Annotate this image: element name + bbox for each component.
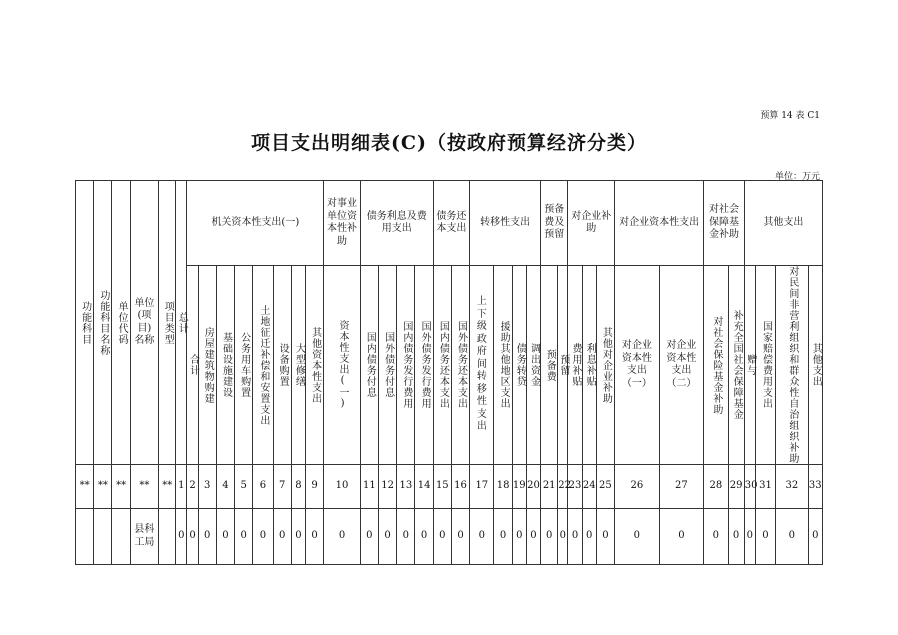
index-cell: 1 xyxy=(176,465,187,509)
column-header-cell: 对企业资本性支出（二） xyxy=(659,266,704,465)
index-cell: 31 xyxy=(755,465,775,509)
index-cell: ** xyxy=(76,465,94,509)
expenditure-table xyxy=(75,180,823,565)
index-cell: 7 xyxy=(273,465,291,509)
index-cell: 29 xyxy=(728,465,744,509)
column-header-cell: 国外债务发行费用 xyxy=(415,266,433,465)
column-header-cell: 资本性支出(一) xyxy=(324,266,360,465)
header-cell: 单位代码 xyxy=(112,181,130,465)
column-header-cell: 大型修缮 xyxy=(291,266,305,465)
data-cell: 0 xyxy=(494,509,512,565)
data-cell: 0 xyxy=(451,509,469,565)
data-cell: 0 xyxy=(755,509,775,565)
column-header-cell: 其他支出 xyxy=(808,266,822,465)
data-cell xyxy=(159,509,176,565)
index-cell: 9 xyxy=(305,465,323,509)
column-header-cell: 援助其他地区支出 xyxy=(494,266,512,465)
group-header-cell: 债务利息及费用支出 xyxy=(360,181,433,266)
index-cell: 32 xyxy=(776,465,808,509)
data-cell: 0 xyxy=(744,509,755,565)
index-cell: 25 xyxy=(596,465,614,509)
column-header-cell: 赠与 xyxy=(744,266,755,465)
index-cell: 8 xyxy=(291,465,305,509)
index-cell: 15 xyxy=(433,465,451,509)
index-cell: 2 xyxy=(187,465,198,509)
column-header-cell: 国外债务付息 xyxy=(378,266,396,465)
data-cell: 0 xyxy=(512,509,526,565)
index-cell: 11 xyxy=(360,465,378,509)
column-header-row xyxy=(76,266,823,465)
data-cell: 0 xyxy=(305,509,323,565)
data-cell: 0 xyxy=(433,509,451,565)
group-header-cell: 对事业单位资本性补助 xyxy=(324,181,360,266)
data-cell: 0 xyxy=(728,509,744,565)
table-row xyxy=(76,509,823,565)
column-header-cell: 对企业资本性支出（一） xyxy=(615,266,660,465)
index-cell: ** xyxy=(112,465,130,509)
index-cell: 24 xyxy=(582,465,596,509)
column-header-cell: 预备费 xyxy=(541,266,558,465)
column-header-cell: 国外债务还本支出 xyxy=(451,266,469,465)
header-cell: 单位(项目)名称 xyxy=(130,181,158,465)
form-code: 预算 14 表 C1 xyxy=(760,111,820,121)
column-header-cell: 上下级政府间转移性支出 xyxy=(470,266,494,465)
data-cell: 0 xyxy=(378,509,396,565)
index-cell: 23 xyxy=(568,465,582,509)
column-header-cell: 补充全国社会保障基金 xyxy=(728,266,744,465)
index-cell: 28 xyxy=(704,465,728,509)
column-header-cell: 预留 xyxy=(558,266,568,465)
header-cell: 总计 xyxy=(176,181,187,465)
column-header-cell: 基础设施建设 xyxy=(216,266,234,465)
data-cell: 0 xyxy=(541,509,558,565)
index-row xyxy=(76,465,823,509)
page-title: 项目支出明细表(C)（按政府预算经济分类） xyxy=(250,132,648,154)
data-cell xyxy=(94,509,112,565)
group-header-cell: 其他支出 xyxy=(744,181,822,266)
index-cell: 27 xyxy=(659,465,704,509)
column-header-cell: 公务用车购置 xyxy=(235,266,253,465)
column-header-cell: 对民间非营利组织和群众性自治组织补助 xyxy=(776,266,808,465)
index-cell: 10 xyxy=(324,465,360,509)
index-cell: 4 xyxy=(216,465,234,509)
data-cell: 县科工局 xyxy=(130,509,158,565)
index-cell: 22 xyxy=(558,465,568,509)
data-cell: 0 xyxy=(568,509,582,565)
header-cell: 功能科目 xyxy=(76,181,94,465)
index-cell: ** xyxy=(159,465,176,509)
column-header-cell: 对社会保险基金补助 xyxy=(704,266,728,465)
index-cell: 14 xyxy=(415,465,433,509)
data-cell: 0 xyxy=(324,509,360,565)
data-cell: 0 xyxy=(360,509,378,565)
index-cell: 5 xyxy=(235,465,253,509)
data-cell: 0 xyxy=(176,509,187,565)
header-cell: 功能科目名称 xyxy=(94,181,112,465)
column-header-cell: 国内债务付息 xyxy=(360,266,378,465)
column-header-cell: 债务转贷 xyxy=(512,266,526,465)
index-cell: ** xyxy=(130,465,158,509)
unit-label: 单位：万元 xyxy=(774,172,820,182)
data-cell xyxy=(112,509,130,565)
index-cell: 21 xyxy=(541,465,558,509)
header-cell: 项目类型 xyxy=(159,181,176,465)
index-cell: 6 xyxy=(253,465,273,509)
data-cell: 0 xyxy=(582,509,596,565)
data-cell: 0 xyxy=(291,509,305,565)
data-cell: 0 xyxy=(704,509,728,565)
column-header-cell: 设备购置 xyxy=(273,266,291,465)
data-cell: 0 xyxy=(776,509,808,565)
column-header-cell: 费用补贴 xyxy=(568,266,582,465)
group-header-cell: 债务还本支出 xyxy=(433,181,469,266)
data-cell: 0 xyxy=(526,509,540,565)
group-header-row xyxy=(76,181,823,266)
group-header-cell: 机关资本性支出(一) xyxy=(187,181,324,266)
column-header-cell: 其他对企业补助 xyxy=(596,266,614,465)
index-cell: 3 xyxy=(198,465,216,509)
data-cell: 0 xyxy=(558,509,568,565)
data-cell: 0 xyxy=(397,509,415,565)
data-cell: 0 xyxy=(187,509,198,565)
group-header-cell: 预备费及预留 xyxy=(541,181,568,266)
data-cell: 0 xyxy=(216,509,234,565)
group-header-cell: 对企业资本性支出 xyxy=(615,181,704,266)
column-header-cell: 国内债务发行费用 xyxy=(397,266,415,465)
index-cell: 16 xyxy=(451,465,469,509)
data-cell xyxy=(76,509,94,565)
index-cell: 26 xyxy=(615,465,660,509)
data-cell: 0 xyxy=(808,509,822,565)
column-header-cell: 国内债务还本支出 xyxy=(433,266,451,465)
data-cell: 0 xyxy=(470,509,494,565)
data-cell: 0 xyxy=(415,509,433,565)
column-header-cell: 国家赔偿费用支出 xyxy=(755,266,775,465)
index-cell: 33 xyxy=(808,465,822,509)
group-header-cell: 转移性支出 xyxy=(470,181,541,266)
index-cell: 30 xyxy=(744,465,755,509)
column-header-cell: 调出资金 xyxy=(526,266,540,465)
index-cell: 19 xyxy=(512,465,526,509)
column-header-cell: 利息补贴 xyxy=(582,266,596,465)
data-cell: 0 xyxy=(235,509,253,565)
data-cell: 0 xyxy=(659,509,704,565)
index-cell: 18 xyxy=(494,465,512,509)
group-header-cell: 对企业补助 xyxy=(568,181,615,266)
data-cell: 0 xyxy=(615,509,660,565)
column-header-cell: 合计 xyxy=(187,266,198,465)
column-header-cell: 土地征迁补偿和安置支出 xyxy=(253,266,273,465)
data-cell: 0 xyxy=(253,509,273,565)
index-cell: 13 xyxy=(397,465,415,509)
column-header-cell: 其他资本性支出 xyxy=(305,266,323,465)
group-header-cell: 对社会保障基金补助 xyxy=(704,181,745,266)
index-cell: 17 xyxy=(470,465,494,509)
index-cell: 20 xyxy=(526,465,540,509)
data-cell: 0 xyxy=(596,509,614,565)
column-header-cell: 房屋建筑物购建 xyxy=(198,266,216,465)
data-cell: 0 xyxy=(273,509,291,565)
index-cell: 12 xyxy=(378,465,396,509)
data-cell: 0 xyxy=(198,509,216,565)
index-cell: ** xyxy=(94,465,112,509)
